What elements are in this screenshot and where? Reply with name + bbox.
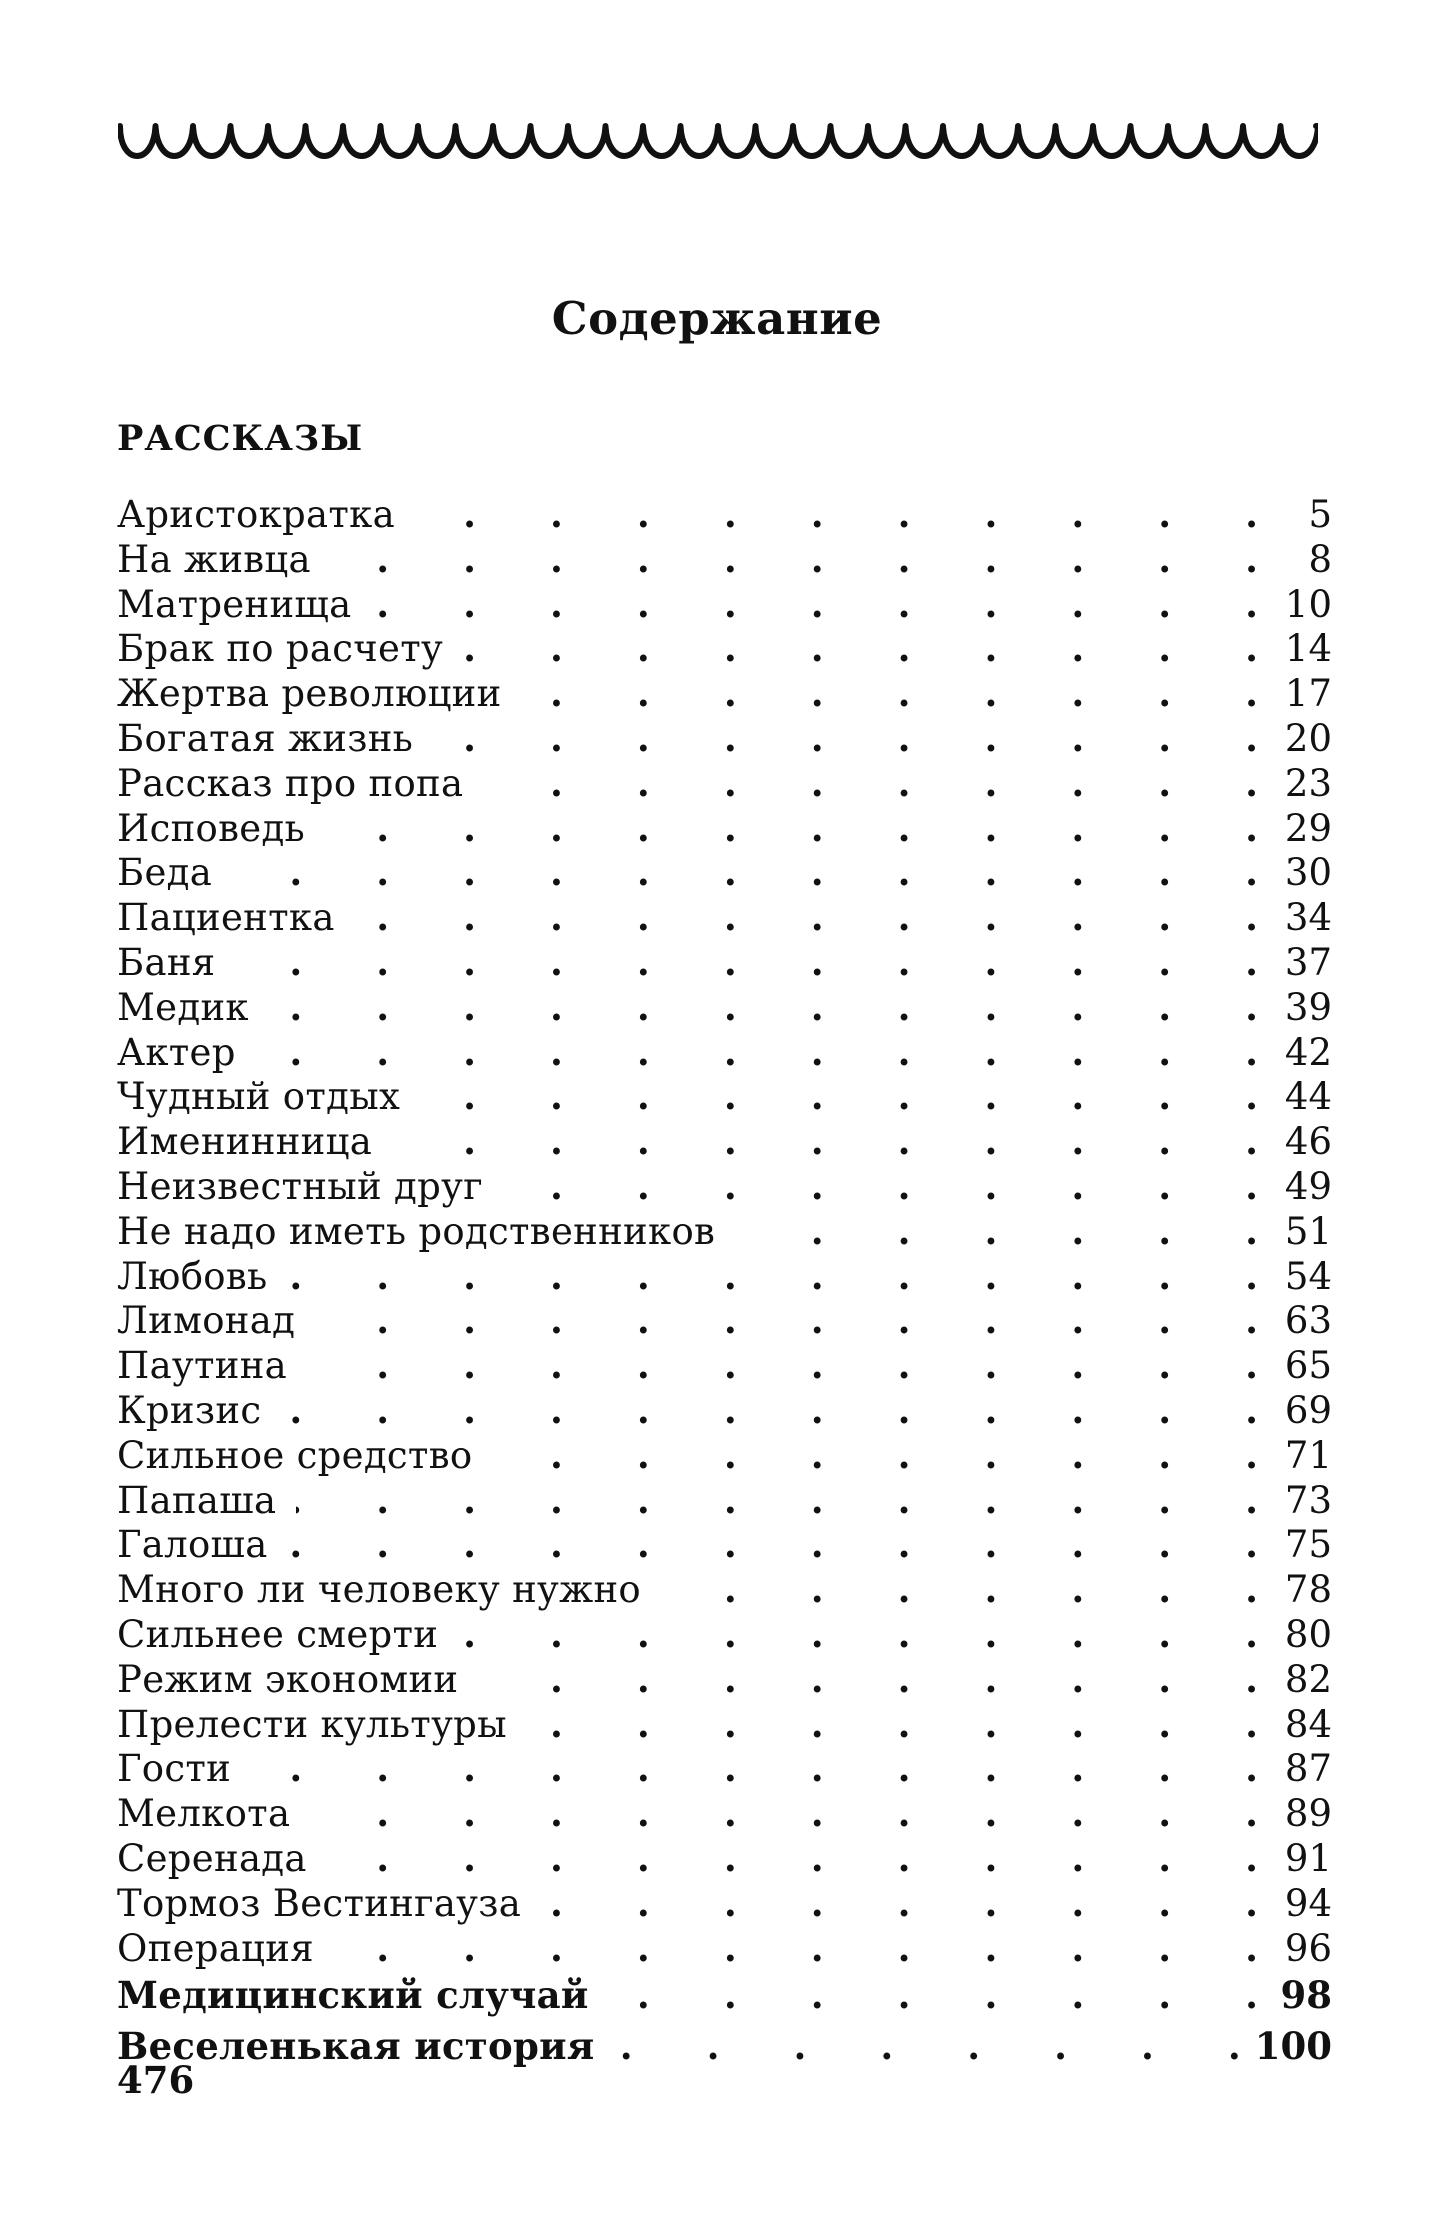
toc-entry-page: 49: [1284, 1164, 1332, 1208]
toc-entry: [117, 492, 1332, 537]
dot-leader: [256, 1030, 1258, 1075]
dot-leader: [288, 1522, 1258, 1567]
dot-leader: [269, 985, 1258, 1030]
dot-leader: [541, 1881, 1258, 1926]
dot-leader: [315, 1298, 1258, 1343]
dot-leader: [492, 1433, 1258, 1478]
dot-leader: [661, 1567, 1258, 1612]
toc-entry-title: Баня: [117, 940, 216, 984]
toc-entry: [117, 626, 1332, 671]
toc-entry: [117, 1657, 1332, 1702]
toc-entry-page: 44: [1284, 1075, 1332, 1119]
dot-leader: [415, 492, 1258, 537]
toc-entry: [117, 985, 1332, 1030]
toc-entry-page: 69: [1284, 1388, 1332, 1432]
toc-entry-page: 17: [1284, 672, 1332, 716]
toc-entry: [117, 761, 1332, 806]
dot-leader: [458, 1612, 1258, 1657]
toc-entry-page: 5: [1308, 493, 1332, 536]
toc-entry: [117, 1791, 1332, 1836]
toc-entry: [117, 850, 1332, 895]
toc-entry-title: Рассказ про попа: [117, 761, 464, 805]
section-heading: РАССКАЗЫ: [117, 418, 364, 459]
table-of-contents: [117, 492, 1332, 2072]
toc-entry-page: 42: [1284, 1030, 1332, 1074]
dot-leader: [615, 2021, 1241, 2072]
dot-leader: [420, 1074, 1258, 1119]
dot-leader: [503, 1164, 1258, 1209]
toc-entry-page: 65: [1284, 1344, 1332, 1388]
toc-entry: [117, 1343, 1332, 1388]
toc-entry: [117, 1074, 1332, 1119]
dot-leader: [296, 1478, 1258, 1523]
toc-entry: [117, 1567, 1332, 1612]
toc-entry-title: Чудный отдых: [117, 1075, 401, 1119]
toc-entry-title: Медик: [117, 985, 249, 1029]
toc-entry-title: Тормоз Вестингауза: [117, 1881, 522, 1925]
toc-entry-page: 23: [1284, 761, 1332, 805]
toc-entry-title: На живца: [117, 537, 311, 581]
toc-entry: [117, 1926, 1332, 1971]
toc-entry: [117, 1881, 1332, 1926]
toc-entry-title: Исповедь: [117, 806, 305, 850]
toc-entry-page: 84: [1284, 1702, 1332, 1746]
toc-entry: [117, 940, 1332, 985]
toc-entry: [117, 1702, 1332, 1747]
toc-entry: [117, 1030, 1332, 1075]
toc-entry-page: 87: [1284, 1747, 1332, 1791]
toc-entry-page: 10: [1284, 582, 1332, 626]
toc-entry-title: Матренища: [117, 582, 352, 626]
toc-entry-page: 20: [1284, 716, 1332, 760]
toc-entry-title: Богатая жизнь: [117, 716, 414, 760]
dot-leader: [609, 1970, 1258, 2021]
dot-leader: [483, 761, 1258, 806]
toc-entry-title: Любовь: [117, 1254, 268, 1298]
dot-leader: [522, 671, 1258, 716]
toc-entry-title: Кризис: [117, 1388, 262, 1432]
toc-entry-title: Аристократка: [117, 493, 395, 536]
toc-entry: [117, 1836, 1332, 1881]
toc-entry-page: 89: [1284, 1792, 1332, 1836]
dot-leader: [287, 1254, 1258, 1299]
toc-entry: [117, 1388, 1332, 1433]
toc-entry-title: Именинница: [117, 1120, 373, 1164]
toc-entry-title: Не надо иметь родственников: [117, 1209, 716, 1253]
toc-entry-page: 39: [1284, 985, 1332, 1029]
toc-entry-page: 51: [1284, 1209, 1332, 1253]
toc-entry-title: Сильнее смерти: [117, 1612, 439, 1656]
toc-entry-title: Медицинский случай: [117, 1973, 589, 2018]
dot-leader: [251, 1746, 1258, 1791]
toc-entry-page: 37: [1284, 940, 1332, 984]
toc-entry-title: Папаша: [117, 1478, 277, 1522]
toc-entry-title: Веселенькая история: [117, 2024, 595, 2069]
toc-entry: [117, 806, 1332, 851]
toc-entry-title: Беда: [117, 851, 213, 895]
toc-entry-page: 73: [1284, 1478, 1332, 1522]
toc-entry: [117, 1433, 1332, 1478]
toc-entry-page: 96: [1284, 1926, 1332, 1970]
page-title: Содержание: [551, 292, 883, 345]
toc-entry: [117, 716, 1332, 761]
toc-entry-page: 34: [1284, 896, 1332, 940]
toc-entry-title: Галоша: [117, 1523, 268, 1567]
dot-leader: [310, 1791, 1258, 1836]
toc-entry: [117, 582, 1332, 627]
toc-entry: [117, 1478, 1332, 1523]
toc-entry: [117, 537, 1332, 582]
toc-entry-page: 46: [1284, 1120, 1332, 1164]
toc-entry: [117, 2021, 1332, 2072]
toc-entry: [117, 1298, 1332, 1343]
toc-entry-page: 71: [1284, 1433, 1332, 1477]
dot-leader: [478, 1657, 1258, 1702]
dot-leader: [325, 806, 1258, 851]
dot-leader: [331, 537, 1258, 582]
toc-entry: [117, 671, 1332, 716]
toc-entry-page: 91: [1284, 1836, 1332, 1880]
toc-entry-title: Серенада: [117, 1836, 307, 1880]
toc-entry-title: Жертва революции: [117, 672, 502, 716]
toc-entry-title: Операция: [117, 1926, 314, 1970]
toc-entry-page: 30: [1284, 851, 1332, 895]
toc-entry: [117, 1164, 1332, 1209]
dot-leader: [392, 1119, 1258, 1164]
page-number-folio: 476: [117, 2058, 195, 2102]
toc-entry-title: Много ли человеку нужно: [117, 1568, 641, 1612]
toc-entry-title: Режим экономии: [117, 1657, 459, 1701]
toc-entry-page: 75: [1284, 1523, 1332, 1567]
toc-entry-title: Паутина: [117, 1344, 288, 1388]
dot-leader: [327, 1836, 1258, 1881]
toc-entry-title: Актер: [117, 1030, 236, 1074]
decorative-border-ornament: [118, 112, 1318, 172]
toc-entry: [117, 1612, 1332, 1657]
dot-leader: [463, 626, 1258, 671]
toc-entry-title: Гости: [117, 1747, 232, 1791]
toc-entry-title: Прелести культуры: [117, 1702, 507, 1746]
toc-entry: [117, 1254, 1332, 1299]
toc-entry-page: 63: [1284, 1299, 1332, 1343]
toc-entry: [117, 1209, 1332, 1254]
toc-entry: [117, 1522, 1332, 1567]
dot-leader: [735, 1209, 1258, 1254]
toc-entry: [117, 1119, 1332, 1164]
toc-entry: [117, 895, 1332, 940]
toc-entry: [117, 1970, 1332, 2021]
toc-entry-title: Неизвестный друг: [117, 1164, 483, 1208]
dot-leader: [433, 716, 1258, 761]
toc-entry-page: 29: [1284, 806, 1332, 850]
toc-entry-title: Мелкота: [117, 1792, 291, 1836]
toc-entry-page: 100: [1254, 2024, 1332, 2069]
dot-leader: [527, 1702, 1258, 1747]
toc-entry-page: 78: [1284, 1568, 1332, 1612]
toc-entry-page: 54: [1284, 1254, 1332, 1298]
dot-leader: [235, 940, 1258, 985]
dot-leader: [281, 1388, 1258, 1433]
toc-entry-title: Пациентка: [117, 896, 335, 940]
dot-leader: [371, 582, 1258, 627]
dot-leader: [307, 1343, 1258, 1388]
toc-entry-page: 94: [1284, 1881, 1332, 1925]
toc-entry-page: 82: [1284, 1657, 1332, 1701]
toc-entry-title: Сильное средство: [117, 1433, 473, 1477]
toc-entry-page: 14: [1284, 627, 1332, 671]
toc-entry-page: 8: [1308, 537, 1332, 581]
dot-leader: [232, 850, 1258, 895]
toc-entry-page: 98: [1280, 1973, 1332, 2018]
toc-entry-title: Брак по расчету: [117, 627, 444, 671]
dot-leader: [334, 1926, 1258, 1971]
toc-entry-page: 80: [1284, 1612, 1332, 1656]
toc-entry: [117, 1746, 1332, 1791]
dot-leader: [355, 895, 1258, 940]
toc-entry-title: Лимонад: [117, 1299, 296, 1343]
